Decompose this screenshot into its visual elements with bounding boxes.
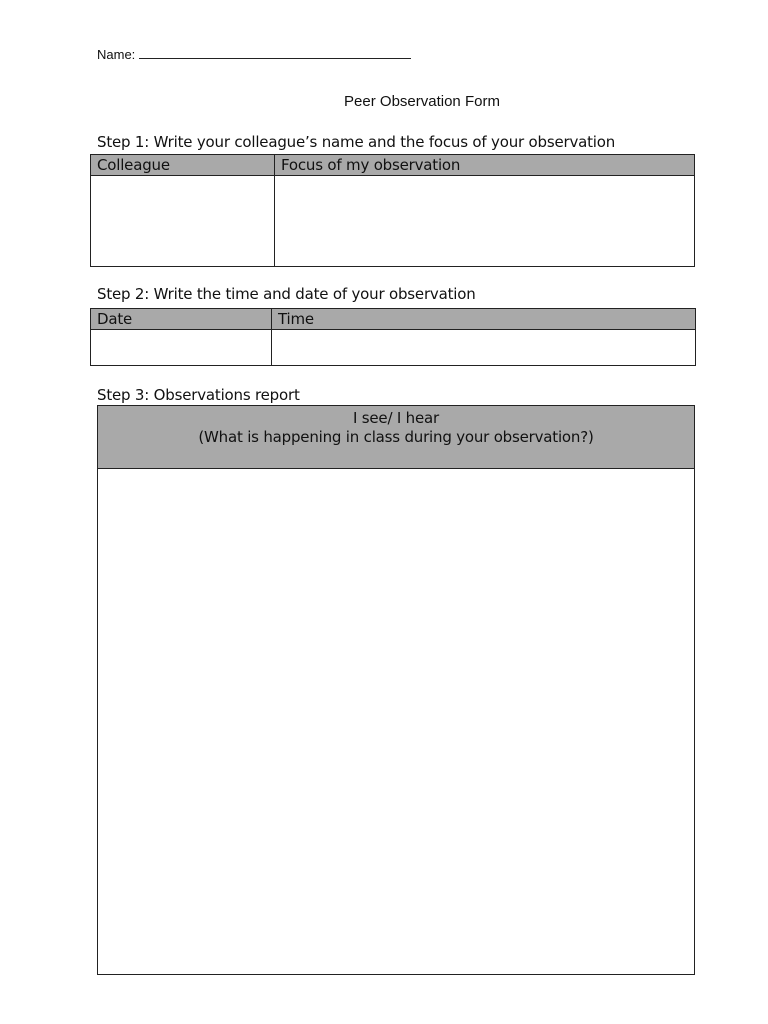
colleague-cell[interactable] bbox=[91, 176, 275, 267]
step1-table bbox=[90, 154, 695, 267]
focus-header: Focus of my observation bbox=[275, 155, 695, 176]
form-title: Peer Observation Form bbox=[344, 93, 500, 110]
colleague-header: Colleague bbox=[91, 155, 275, 176]
report-header-line1: I see/ I hear bbox=[353, 409, 439, 427]
name-label: Name: bbox=[97, 47, 136, 62]
step1-label: Step 1: Write your colleague’s name and the focus of your observation bbox=[97, 133, 616, 151]
step2-table bbox=[90, 308, 696, 366]
report-header bbox=[98, 406, 694, 469]
date-header: Date bbox=[91, 309, 272, 330]
step2-label: Step 2: Write the time and date of your observation bbox=[97, 285, 476, 303]
observations-report-box bbox=[97, 405, 695, 975]
date-cell[interactable] bbox=[91, 330, 272, 366]
name-field bbox=[97, 46, 411, 62]
name-blank-line[interactable] bbox=[139, 46, 411, 59]
step3-label: Step 3: Observations report bbox=[97, 386, 300, 404]
time-cell[interactable] bbox=[272, 330, 696, 366]
report-writing-area[interactable] bbox=[98, 469, 694, 974]
focus-cell[interactable] bbox=[275, 176, 695, 267]
report-header-line2: (What is happening in class during your observation?) bbox=[198, 428, 594, 446]
time-header: Time bbox=[272, 309, 696, 330]
